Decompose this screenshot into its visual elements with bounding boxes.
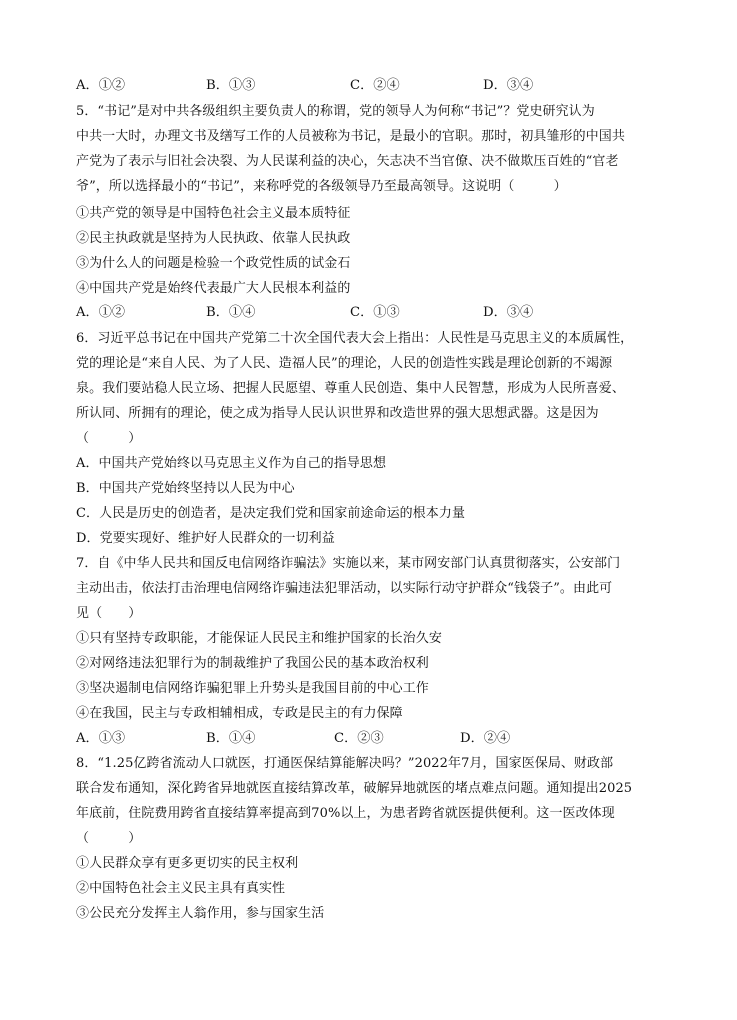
q5-stem-line-2: 中共一大时，办理文书及缮写工作的人员被称为书记，是最小的官职。那时，初具雏形的中国共 <box>76 129 625 144</box>
q8-stem-line-1: 8．“1.25亿跨省流动人口就医，打通医保结算能解决吗？”2022年7月，国家医保局、财政部 <box>76 756 614 771</box>
q7-statement-3: ③坚决遏制电信网络诈骗犯罪上升势头是我国目前的中心工作 <box>76 681 429 696</box>
q5-statement-2: ②民主执政就是坚持为人民执政、依靠人民执政 <box>76 231 351 246</box>
q6-option-c[interactable]: C．人民是历史的创造者，是决定我们党和国家前途命运的根本力量 <box>76 506 466 521</box>
q5-statement-1: ①共产党的领导是中国特色社会主义最本质特征 <box>76 206 351 221</box>
q4-option-c[interactable]: C．②④ <box>350 78 400 93</box>
q6-option-b[interactable]: B．中国共产党始终坚持以人民为中心 <box>76 481 295 496</box>
q5-option-c[interactable]: C．①③ <box>350 305 400 320</box>
q6-stem-line-1: 6．习近平总书记在中国共产党第二十次全国代表大会上指出：人民性是马克思主义的本质属性， <box>76 331 634 346</box>
q4-option-b[interactable]: B．①③ <box>206 78 256 93</box>
q5-statement-4: ④中国共产党是始终代表最广大人民根本利益的 <box>76 281 351 296</box>
q5-option-a[interactable]: A．①② <box>76 305 126 320</box>
q8-stem-line-3: 年底前，住院费用跨省直接结算率提高到70%以上，为患者跨省就医提供便利。这一医改体现 <box>76 806 615 821</box>
q8-stem-line-2: 联合发布通知，深化跨省异地就医直接结算改革，破解异地就医的堵点难点问题。通知提出2025 <box>76 781 633 796</box>
q8-statement-3: ③公民充分发挥主人翁作用，参与国家生活 <box>76 906 325 921</box>
q8-statement-2: ②中国特色社会主义民主具有真实性 <box>76 881 286 896</box>
q7-option-b[interactable]: B．①④ <box>206 731 256 746</box>
q6-option-a[interactable]: A．中国共产党始终以马克思主义作为自己的指导思想 <box>76 456 387 471</box>
q6-stem-line-3: 泉。我们要站稳人民立场、把握人民愿望、尊重人民创造、集中人民智慧，形成为人民所喜爱、 <box>76 381 625 396</box>
q8-answer-blank: （ ） <box>76 831 142 846</box>
q6-option-d[interactable]: D．党要实现好、维护好人民群众的一切利益 <box>76 531 335 546</box>
q5-statement-3: ③为什么人的问题是检验一个政党性质的试金石 <box>76 256 351 271</box>
q5-option-b[interactable]: B．①④ <box>206 305 256 320</box>
q7-stem-line-2: 主动出击，依法打击治理电信网络诈骗违法犯罪活动，以实际行动守护群众“钱袋子”。由此可 <box>76 581 613 596</box>
q7-option-a[interactable]: A．①③ <box>76 731 126 746</box>
q5-stem-line-1: 5．“书记”是对中共各级组织主要负责人的称谓，党的领导人为何称“书记”？党史研究认为 <box>76 104 595 119</box>
q5-stem-line-4: 爷”，所以选择最小的“书记”，来称呼党的各级领导乃至最高领导。这说明（ ） <box>76 179 567 194</box>
q7-option-c[interactable]: C．②③ <box>334 731 384 746</box>
q6-stem-line-4: 所认同、所拥有的理论，使之成为指导人民认识世界和改造世界的强大思想武器。这是因为 <box>76 406 599 421</box>
q5-option-d[interactable]: D．③④ <box>483 305 534 320</box>
q4-option-a[interactable]: A．①② <box>76 78 126 93</box>
q5-stem-line-3: 产党为了表示与旧社会决裂、为人民谋利益的决心，矢志决不当官僚、决不做欺压百姓的“官老 <box>76 154 619 169</box>
q7-option-d[interactable]: D．②④ <box>460 731 511 746</box>
q4-option-d[interactable]: D．③④ <box>483 78 534 93</box>
q7-statement-1: ①只有坚持专政职能，才能保证人民民主和维护国家的长治久安 <box>76 631 442 646</box>
q8-statement-1: ①人民群众享有更多更切实的民主权利 <box>76 856 299 871</box>
q7-statement-4: ④在我国，民主与专政相辅相成，专政是民主的有力保障 <box>76 706 403 721</box>
q7-statement-2: ②对网络违法犯罪行为的制裁维护了我国公民的基本政治权利 <box>76 656 429 671</box>
q7-stem-line-3: 见（ ） <box>76 606 142 621</box>
q7-stem-line-1: 7．自《中华人民共和国反电信网络诈骗法》实施以来，某市网安部门认真贯彻落实，公安部门 <box>76 556 621 571</box>
q6-stem-line-2: 党的理论是“来自人民、为了人民、造福人民”的理论，人民的创造性实践是理论创新的不竭源 <box>76 356 613 371</box>
q6-answer-blank: （ ） <box>76 431 142 446</box>
